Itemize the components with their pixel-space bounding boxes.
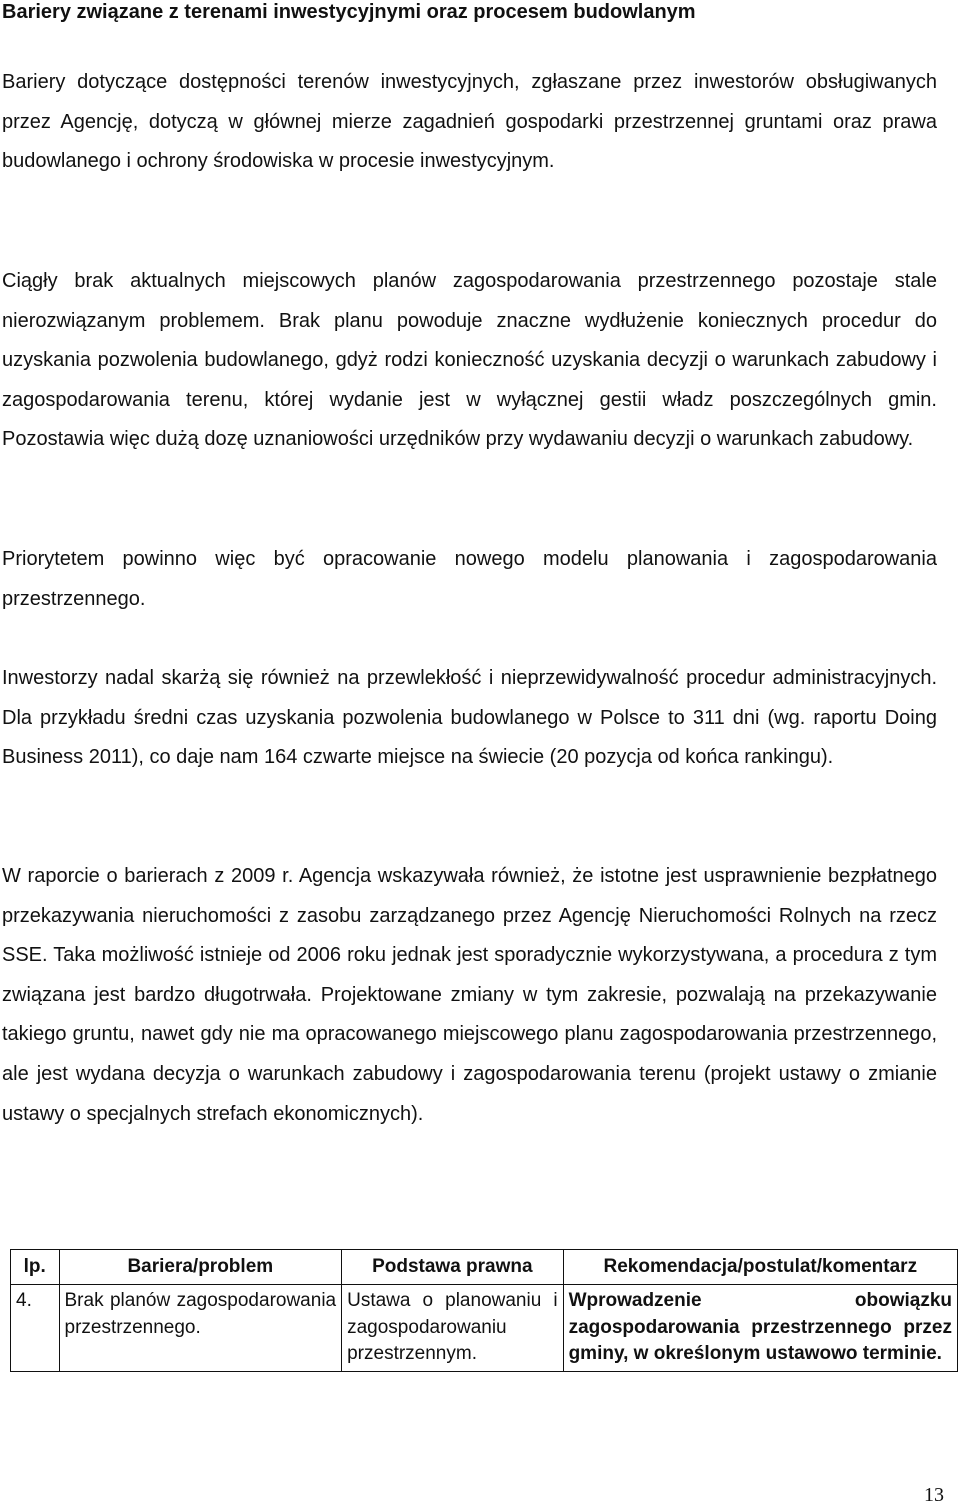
paragraph-procedures: Inwestorzy nadal skarżą się również na przewlekłość i nieprzewidywalność procedur administracyjnych. Dla przykładu średni czas uzyskania pozwolenia budowlanego w Polsce to 311 dni (wg. raportu Doing Business 2011), co daje nam 164 czwarte miejsce na świecie (20 pozycja od końca rankingu). [2,667,937,769]
table-header-row [11,1250,958,1285]
paragraph-investment-barriers: Bariery dotyczące dostępności terenów inwestycyjnych, zgłaszane przez inwestorów obsługiwanych przez Agencję, dotyczą w głównej mierze zagadnień gospodarki przestrzennej gruntami oraz prawa budowlanego i ochrony środowiska w procesie inwestycyjnym. [2,71,937,173]
paragraph-missing-plans: Ciągły brak aktualnych miejscowych planów zagospodarowania przestrzennego pozostaje stale nierozwiązanym problemem. Brak planu powoduje znaczne wydłużenie koniecznych procedur do uzyskania pozwolenia budowlanego, gdyż rodzi konieczność uzyskania decyzji o warunkach zabudowy i zagospodarowania terenu, której wydanie jest w wyłącznej gestii władz poszczególnych gmin. Pozostawia więc dużą dozę uznaniowości urzędników przy wydawaniu decyzji o warunkach zabudowy. [2,270,937,451]
cell-barrier: Brak planów zagospodarowania przestrzennego. [59,1285,342,1372]
page-number: 13 [924,1484,944,1506]
cell-legal-basis: Ustawa o planowaniu i zagospodarowaniu przestrzennym. [342,1285,563,1372]
section-heading: Bariery związane z terenami inwestycyjnymi oraz procesem budowlanym [2,1,696,23]
table-row [11,1285,958,1372]
cell-lp: 4. [11,1285,60,1372]
paragraph-priority: Priorytetem powinno więc być opracowanie nowego modelu planowania i zagospodarowania przestrzennego. [2,548,937,610]
paragraph-property-transfer: W raporcie o barierach z 2009 r. Agencja wskazywała również, że istotne jest usprawnienie bezpłatnego przekazywania nieruchomości z zasobu zarządzanego przez Agencję Nieruchomości Rolnych na rzecz SSE. Taka możliwość istnieje od 2006 roku jednak jest sporadycznie wykorzystywana, a procedura z tym związana jest bardzo długotrwała. Projektowane zmiany w tym zakresie, pozwalają na przekazywanie takiego gruntu, nawet gdy nie ma opracowanego miejscowego planu zagospodarowania przestrzennego, ale jest wydana decyzja o warunkach zabudowy i zagospodarowania terenu (projekt ustawy o zmianie ustawy o specjalnych strefach ekonomicznych). [2,865,937,1125]
header-lp: lp. [11,1250,60,1285]
header-barrier: Bariera/problem [59,1250,342,1285]
header-legal-basis: Podstawa prawna [342,1250,563,1285]
header-recommendation: Rekomendacja/postulat/komentarz [563,1250,957,1285]
cell-recommendation: Wprowadzenie obowiązku zagospodarowania przestrzennego przez gminy, w określonym ustawowo terminie. [563,1285,957,1372]
barriers-table [10,1249,958,1372]
